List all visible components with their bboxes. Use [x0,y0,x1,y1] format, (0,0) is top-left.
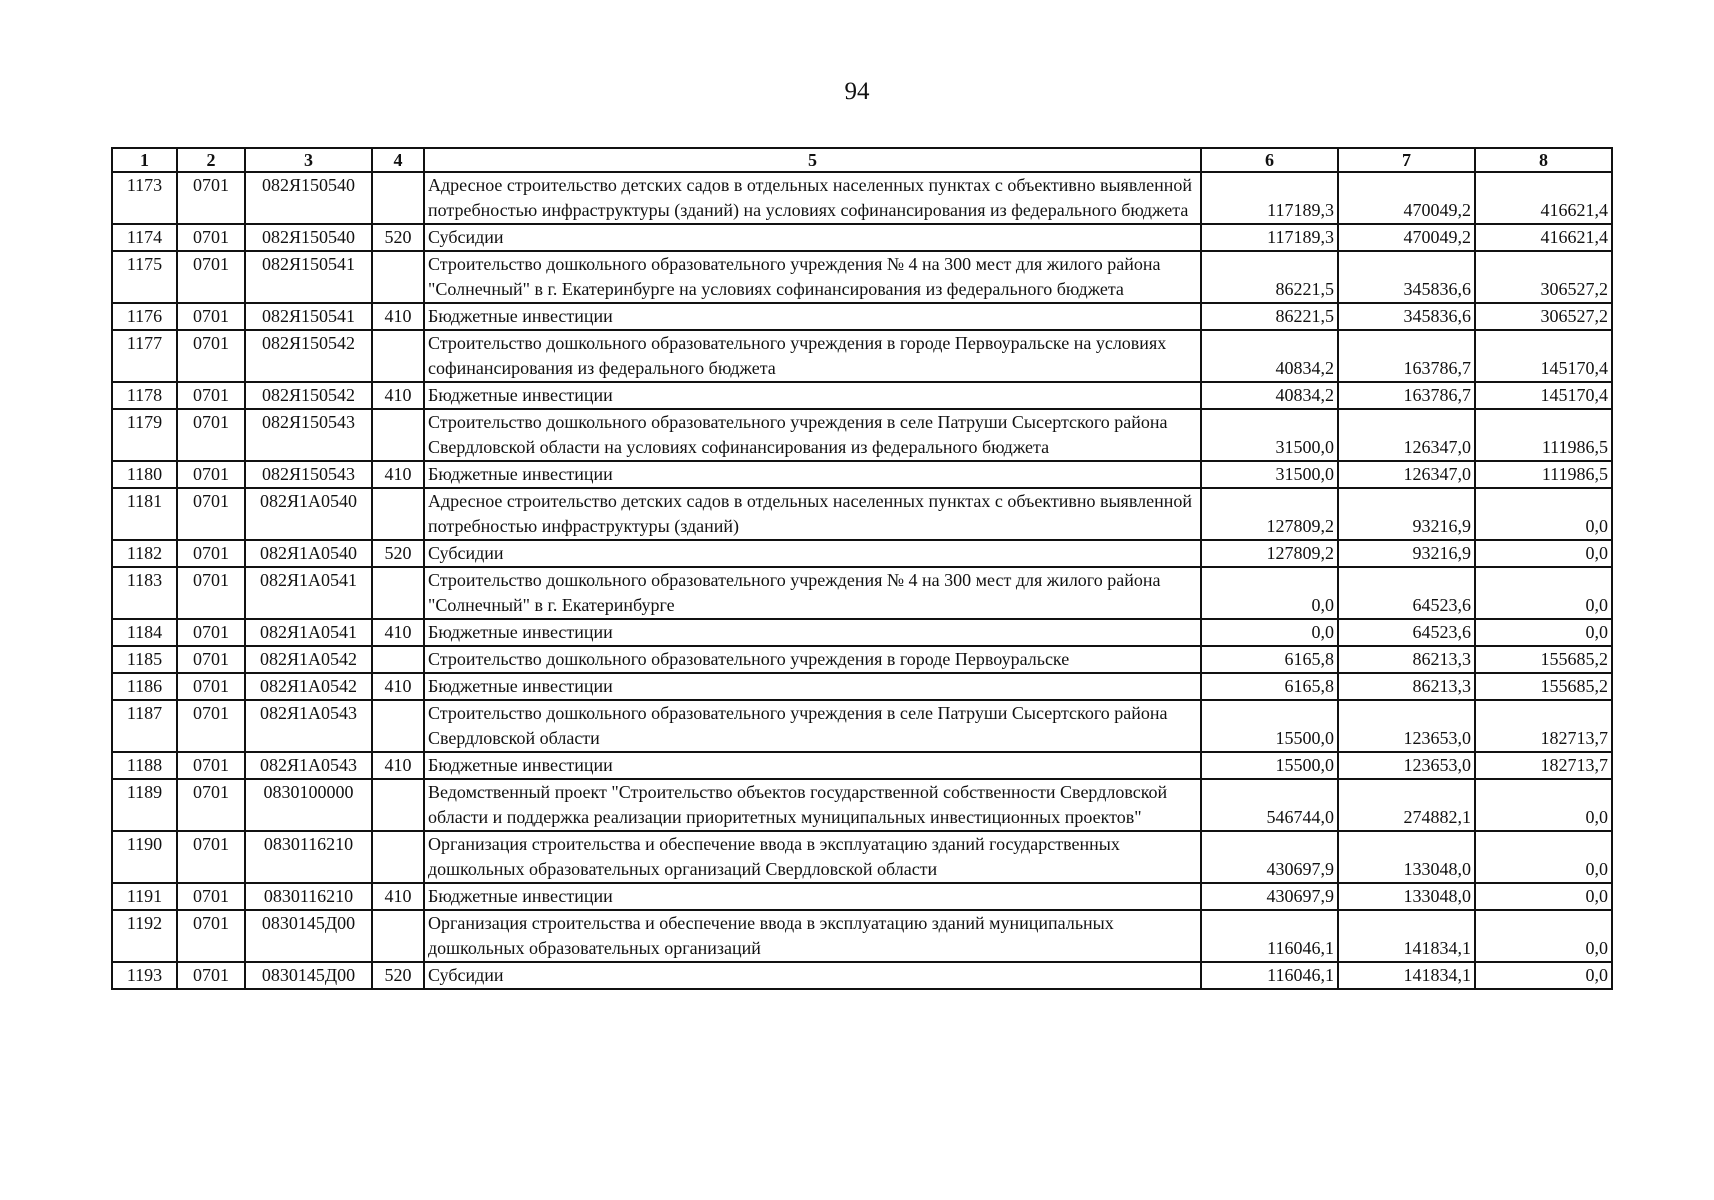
target-code: 082Я150542 [245,330,372,382]
table-row [112,461,1612,488]
value-col-6: 430697,9 [1201,883,1338,910]
table-row [112,330,1612,382]
target-code: 082Я1А0540 [245,488,372,540]
section-code: 0701 [177,224,245,251]
table-row [112,382,1612,409]
target-code: 082Я150542 [245,382,372,409]
table-row [112,303,1612,330]
value-col-7: 93216,9 [1338,488,1475,540]
target-code: 0830145Д00 [245,962,372,989]
row-number: 1189 [112,779,177,831]
column-header: 8 [1475,148,1612,172]
value-col-6: 0,0 [1201,567,1338,619]
target-code: 082Я150541 [245,251,372,303]
description: Бюджетные инвестиции [424,461,1201,488]
description: Организация строительства и обеспечение ввода в эксплуатацию зданий государственных дошкольных образовательных организаций Свердловской области [424,831,1201,883]
expense-type-code: 410 [372,461,424,488]
value-col-8: 182713,7 [1475,700,1612,752]
section-code: 0701 [177,567,245,619]
value-col-7: 86213,3 [1338,673,1475,700]
description: Субсидии [424,962,1201,989]
target-code: 082Я150541 [245,303,372,330]
table-row [112,910,1612,962]
description: Адресное строительство детских садов в отдельных населенных пунктах с объективно выявленной потребностью инфраструктуры (зданий) [424,488,1201,540]
value-col-7: 93216,9 [1338,540,1475,567]
description: Бюджетные инвестиции [424,673,1201,700]
table-row [112,646,1612,673]
table-row [112,831,1612,883]
description: Субсидии [424,540,1201,567]
value-col-6: 117189,3 [1201,224,1338,251]
description: Организация строительства и обеспечение ввода в эксплуатацию зданий муниципальных дошкольных образовательных организаций [424,910,1201,962]
expense-type-code: 410 [372,883,424,910]
description: Бюджетные инвестиции [424,619,1201,646]
section-code: 0701 [177,962,245,989]
value-col-7: 123653,0 [1338,700,1475,752]
target-code: 082Я1А0541 [245,619,372,646]
description: Бюджетные инвестиции [424,752,1201,779]
description: Строительство дошкольного образовательного учреждения в городе Первоуральске [424,646,1201,673]
value-col-7: 126347,0 [1338,461,1475,488]
value-col-6: 430697,9 [1201,831,1338,883]
section-code: 0701 [177,831,245,883]
table-row [112,962,1612,989]
value-col-6: 40834,2 [1201,382,1338,409]
expense-type-code [372,779,424,831]
value-col-7: 133048,0 [1338,883,1475,910]
value-col-8: 0,0 [1475,488,1612,540]
section-code: 0701 [177,172,245,224]
value-col-7: 86213,3 [1338,646,1475,673]
value-col-7: 64523,6 [1338,567,1475,619]
value-col-7: 126347,0 [1338,409,1475,461]
value-col-7: 141834,1 [1338,910,1475,962]
target-code: 0830145Д00 [245,910,372,962]
description: Субсидии [424,224,1201,251]
table-row [112,779,1612,831]
expense-type-code: 410 [372,619,424,646]
value-col-7: 133048,0 [1338,831,1475,883]
row-number: 1177 [112,330,177,382]
description: Строительство дошкольного образовательного учреждения № 4 на 300 мест для жилого района "Солнечный" в г. Екатеринбурге [424,567,1201,619]
row-number: 1186 [112,673,177,700]
row-number: 1181 [112,488,177,540]
column-header: 5 [424,148,1201,172]
expense-type-code [372,488,424,540]
value-col-6: 86221,5 [1201,251,1338,303]
expense-type-code: 410 [372,382,424,409]
value-col-7: 163786,7 [1338,382,1475,409]
target-code: 0830116210 [245,831,372,883]
target-code: 082Я150543 [245,409,372,461]
section-code: 0701 [177,752,245,779]
column-header: 4 [372,148,424,172]
value-col-6: 6165,8 [1201,646,1338,673]
section-code: 0701 [177,646,245,673]
target-code: 082Я1А0542 [245,673,372,700]
target-code: 082Я1А0540 [245,540,372,567]
target-code: 0830116210 [245,883,372,910]
value-col-6: 6165,8 [1201,673,1338,700]
table-row [112,488,1612,540]
section-code: 0701 [177,700,245,752]
row-number: 1182 [112,540,177,567]
expense-type-code [372,910,424,962]
table-row [112,700,1612,752]
section-code: 0701 [177,251,245,303]
row-number: 1188 [112,752,177,779]
expense-type-code: 520 [372,540,424,567]
value-col-8: 0,0 [1475,619,1612,646]
value-col-8: 0,0 [1475,962,1612,989]
description: Строительство дошкольного образовательного учреждения № 4 на 300 мест для жилого района "Солнечный" в г. Екатеринбурге на условиях софинансирования из федерального бюджета [424,251,1201,303]
value-col-8: 416621,4 [1475,172,1612,224]
value-col-6: 127809,2 [1201,488,1338,540]
target-code: 082Я1А0542 [245,646,372,673]
table-header-row [112,148,1612,172]
value-col-8: 416621,4 [1475,224,1612,251]
row-number: 1184 [112,619,177,646]
value-col-6: 0,0 [1201,619,1338,646]
value-col-8: 111986,5 [1475,409,1612,461]
expense-type-code [372,831,424,883]
row-number: 1192 [112,910,177,962]
row-number: 1176 [112,303,177,330]
expense-type-code: 410 [372,673,424,700]
description: Бюджетные инвестиции [424,883,1201,910]
value-col-7: 141834,1 [1338,962,1475,989]
value-col-6: 40834,2 [1201,330,1338,382]
table-row [112,224,1612,251]
value-col-8: 0,0 [1475,540,1612,567]
row-number: 1191 [112,883,177,910]
expense-type-code [372,172,424,224]
row-number: 1179 [112,409,177,461]
description: Строительство дошкольного образовательного учреждения в селе Патруши Сысертского района Свердловской области на условиях софинансирования из федерального бюджета [424,409,1201,461]
row-number: 1193 [112,962,177,989]
column-header: 6 [1201,148,1338,172]
table-row [112,172,1612,224]
section-code: 0701 [177,330,245,382]
value-col-8: 155685,2 [1475,673,1612,700]
target-code: 082Я1А0543 [245,700,372,752]
value-col-7: 163786,7 [1338,330,1475,382]
section-code: 0701 [177,910,245,962]
column-header: 2 [177,148,245,172]
page-number: 94 [844,78,870,105]
section-code: 0701 [177,461,245,488]
value-col-8: 0,0 [1475,567,1612,619]
target-code: 082Я150540 [245,172,372,224]
target-code: 082Я1А0543 [245,752,372,779]
row-number: 1180 [112,461,177,488]
expense-type-code [372,409,424,461]
expense-type-code [372,646,424,673]
section-code: 0701 [177,883,245,910]
value-col-8: 306527,2 [1475,303,1612,330]
row-number: 1185 [112,646,177,673]
expense-type-code [372,567,424,619]
value-col-6: 546744,0 [1201,779,1338,831]
value-col-6: 127809,2 [1201,540,1338,567]
description: Бюджетные инвестиции [424,382,1201,409]
value-col-8: 306527,2 [1475,251,1612,303]
value-col-7: 123653,0 [1338,752,1475,779]
value-col-8: 0,0 [1475,779,1612,831]
description: Строительство дошкольного образовательного учреждения в селе Патруши Сысертского района Свердловской области [424,700,1201,752]
value-col-8: 145170,4 [1475,382,1612,409]
section-code: 0701 [177,619,245,646]
expense-type-code: 520 [372,224,424,251]
expense-type-code [372,330,424,382]
value-col-6: 31500,0 [1201,409,1338,461]
value-col-8: 0,0 [1475,883,1612,910]
value-col-7: 470049,2 [1338,172,1475,224]
section-code: 0701 [177,303,245,330]
section-code: 0701 [177,382,245,409]
target-code: 082Я150540 [245,224,372,251]
description: Адресное строительство детских садов в отдельных населенных пунктах с объективно выявленной потребностью инфраструктуры (зданий) на условиях софинансирования из федерального бюджета [424,172,1201,224]
table-row [112,752,1612,779]
description: Бюджетные инвестиции [424,303,1201,330]
expense-type-code: 410 [372,303,424,330]
value-col-6: 15500,0 [1201,700,1338,752]
value-col-8: 0,0 [1475,910,1612,962]
value-col-6: 86221,5 [1201,303,1338,330]
value-col-7: 345836,6 [1338,303,1475,330]
value-col-8: 0,0 [1475,831,1612,883]
section-code: 0701 [177,779,245,831]
section-code: 0701 [177,673,245,700]
value-col-7: 470049,2 [1338,224,1475,251]
value-col-6: 116046,1 [1201,910,1338,962]
target-code: 082Я150543 [245,461,372,488]
table-row [112,883,1612,910]
value-col-6: 116046,1 [1201,962,1338,989]
expense-type-code: 410 [372,752,424,779]
value-col-8: 155685,2 [1475,646,1612,673]
column-header: 3 [245,148,372,172]
expense-type-code [372,700,424,752]
target-code: 082Я1А0541 [245,567,372,619]
value-col-6: 117189,3 [1201,172,1338,224]
value-col-6: 15500,0 [1201,752,1338,779]
value-col-6: 31500,0 [1201,461,1338,488]
table-row [112,409,1612,461]
table-row [112,673,1612,700]
row-number: 1175 [112,251,177,303]
table-row [112,540,1612,567]
value-col-8: 111986,5 [1475,461,1612,488]
section-code: 0701 [177,409,245,461]
table-body [112,172,1612,989]
expense-type-code: 520 [372,962,424,989]
row-number: 1183 [112,567,177,619]
section-code: 0701 [177,540,245,567]
table-row [112,619,1612,646]
section-code: 0701 [177,488,245,540]
row-number: 1187 [112,700,177,752]
row-number: 1178 [112,382,177,409]
column-header: 7 [1338,148,1475,172]
expense-type-code [372,251,424,303]
value-col-7: 274882,1 [1338,779,1475,831]
table-row [112,567,1612,619]
value-col-8: 182713,7 [1475,752,1612,779]
row-number: 1173 [112,172,177,224]
target-code: 0830100000 [245,779,372,831]
table-row [112,251,1612,303]
description: Строительство дошкольного образовательного учреждения в городе Первоуральске на условиях софинансирования из федерального бюджета [424,330,1201,382]
row-number: 1174 [112,224,177,251]
column-header: 1 [112,148,177,172]
value-col-7: 64523,6 [1338,619,1475,646]
budget-table [111,147,1613,990]
value-col-7: 345836,6 [1338,251,1475,303]
value-col-8: 145170,4 [1475,330,1612,382]
description: Ведомственный проект "Строительство объектов государственной собственности Свердловской области и поддержка реализации приоритетных муниципальных инвестиционных проектов" [424,779,1201,831]
row-number: 1190 [112,831,177,883]
